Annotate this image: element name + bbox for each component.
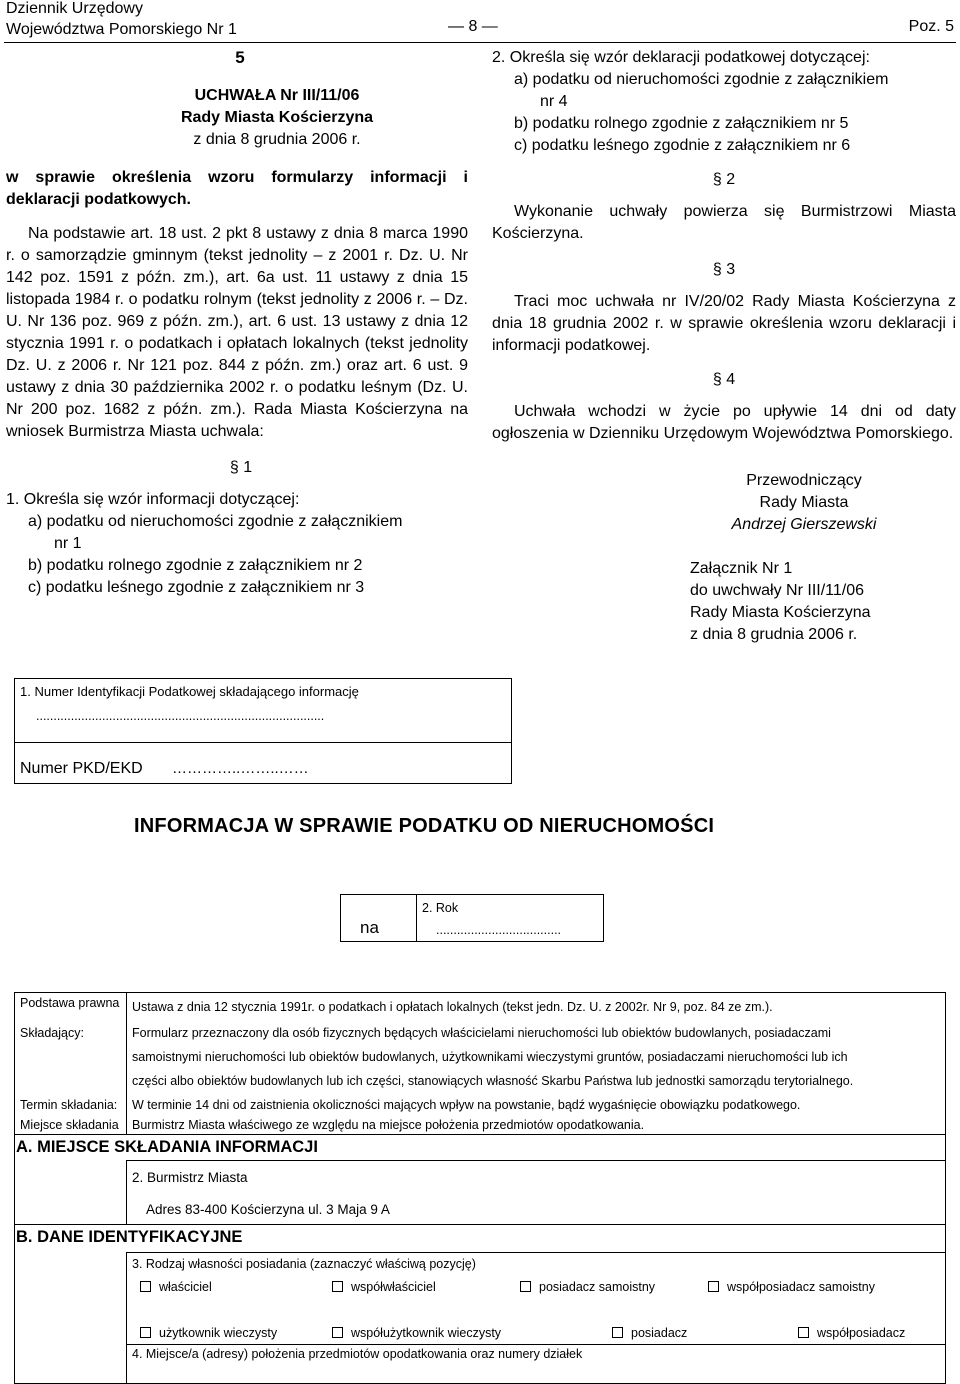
section-a-rule — [126, 1160, 946, 1161]
option-owner[interactable] — [140, 1280, 212, 1294]
attachment-line-1: Załącznik Nr 1 — [690, 560, 793, 577]
option-co-independent-holder[interactable] — [708, 1280, 875, 1294]
section-b-field-4-rule — [126, 1344, 946, 1345]
nip-input[interactable]: ................................................................................... — [36, 709, 325, 723]
checkbox-icon[interactable] — [140, 1327, 151, 1338]
row-label-deadline: Termin składania: — [20, 1098, 118, 1112]
section-b-field-3: 3. Rodzaj własności posiadania (zaznaczyć właściwą pozycję) — [132, 1257, 476, 1271]
checkbox-icon[interactable] — [708, 1281, 719, 1292]
section-b-heading: B. DANE IDENTYFIKACYJNE — [16, 1228, 243, 1246]
resolution-number: 5 — [235, 48, 245, 67]
resolution-subject: w sprawie określenia wzoru formularzy informacji i deklaracji podatkowych. — [6, 169, 468, 208]
section-b-field-4: 4. Miejsce/a (adresy) położenia przedmiotów opodatkowania oraz numery działek — [132, 1347, 583, 1361]
section-b-rule — [126, 1252, 946, 1253]
checkbox-icon[interactable] — [140, 1281, 151, 1292]
section-4-text: Uchwała wchodzi w życie po upływie 14 dni od daty ogłoszenia w Dzienniku Urzędowym Województwa Pomorskiego. — [492, 403, 956, 442]
option-co-owner[interactable] — [332, 1280, 436, 1294]
page-number: — 8 — — [448, 18, 498, 35]
nip-label: 1. Numer Identyfikacji Podatkowej składającego informację — [20, 684, 359, 699]
row-text-submitter-2: samoistnymi nieruchomości lub obiektów budowlanych, użytkownikami wieczystymi gruntów, posiadaczami nieruchomości lub ich — [132, 1050, 848, 1064]
section-1-point-2-a-cont: nr 4 — [540, 93, 568, 110]
resolution-preamble: Na podstawie art. 18 ust. 2 pkt 8 ustawy z dnia 8 marca 1990 r. o samorządzie gminnym (tekst jednolity – z 2001 r. Dz. U. Nr 142 poz. 1591 z późn. zm.), art. 6a ust. 11 ustawy z dnia 15 listopada 1984 r. o podatku rolnym (tekst jednolity z 2006 r. – Dz. U. Nr 136 poz. 969 z późn. zm.), art. 6 ust. 13 ustawy z dnia 12 stycznia 1991 r. o podatkach i opłatach lokalnych (tekst jednolity Dz. U. z 2006 r. Nr 121 poz. 844 z późn. zm.) oraz art. 6 ust. 9 ustawy z dnia 30 października 2002 r. o podatku leśnym (Dz. U. Nr 200 poz. 1682 z późn. zm.). Rada Miasta Kościerzyna na wniosek Burmistrza Miasta uchwala: — [6, 225, 468, 440]
resolution-date: z dnia 8 grudnia 2006 r. — [193, 131, 361, 148]
resolution-title-1: UCHWAŁA Nr III/11/06 — [194, 87, 360, 104]
journal-title — [6, 0, 237, 40]
left-column — [6, 47, 468, 599]
option-co-perpetual-user[interactable] — [332, 1326, 501, 1340]
row-label-place: Miejsce składania — [20, 1118, 119, 1132]
checkbox-icon[interactable] — [332, 1327, 343, 1338]
section-a-address: Adres 83-400 Kościerzyna ul. 3 Maja 9 A — [146, 1202, 390, 1217]
attachment-line-4: z dnia 8 grudnia 2006 r. — [690, 626, 858, 643]
section-a-heading: A. MIEJSCE SKŁADANIA INFORMACJI — [16, 1138, 318, 1156]
section-b-top-rule — [14, 1224, 946, 1225]
row-text-submitter-1: Formularz przeznaczony dla osób fizycznych będących właścicielami nieruchomości lub obiektów budowlanych, posiadaczami — [132, 1026, 831, 1040]
year-input[interactable]: .................................... — [436, 923, 562, 937]
attachment-line-3: Rady Miasta Kościerzyna — [690, 604, 871, 621]
option-co-holder[interactable] — [798, 1326, 905, 1340]
section-1-item-b: b) podatku rolnego zgodnie z załącznikiem nr 2 — [28, 557, 363, 574]
option-co-holder-label: współposiadacz — [817, 1326, 906, 1340]
section-a-left-rule — [126, 1160, 127, 1224]
year-prefix: na — [360, 918, 379, 937]
journal-line-2: Województwa Pomorskiego Nr 1 — [6, 21, 237, 38]
attachment-line-2: do uwchwały Nr III/11/06 — [690, 582, 865, 599]
row-text-submitter-3: części albo obiektów budowlanych lub ich części, stanowiących własność Skarbu Państwa lub jednostki samorządu terytorialnego. — [132, 1074, 854, 1088]
checkbox-icon[interactable] — [332, 1281, 343, 1292]
row-label-submitter: Składający: — [20, 1026, 84, 1040]
option-holder-label: posiadacz — [631, 1326, 688, 1340]
option-perpetual-user[interactable] — [140, 1326, 277, 1340]
checkbox-icon[interactable] — [612, 1327, 623, 1338]
section-1-point-2-c: c) podatku leśnego zgodnie z załącznikiem nr 6 — [514, 137, 851, 154]
row-text-legal-basis: Ustawa z dnia 12 stycznia 1991r. o podatkach i opłatach lokalnych (tekst jedn. Dz. U. z 2002r. Nr 9, poz. 84 ze zm.). — [132, 1000, 773, 1014]
section-1-intro: 1. Określa się wzór informacji dotyczącej: — [6, 491, 300, 508]
section-1-item-c: c) podatku leśnego zgodnie z załącznikiem nr 3 — [28, 579, 365, 596]
option-independent-holder-label: posiadacz samoistny — [539, 1280, 656, 1294]
option-holder[interactable] — [612, 1326, 687, 1340]
signature-role: Przewodniczący — [746, 472, 862, 489]
checkbox-icon[interactable] — [798, 1327, 809, 1338]
option-co-owner-label: współwłaściciel — [351, 1280, 436, 1294]
option-owner-label: właściciel — [159, 1280, 212, 1294]
form-grid-col-divider — [126, 992, 127, 1134]
nip-divider — [14, 742, 512, 743]
section-b-left-rule — [126, 1252, 127, 1384]
position-number: Poz. 5 — [908, 18, 954, 35]
section-4-heading: § 4 — [712, 371, 736, 388]
checkbox-icon[interactable] — [520, 1281, 531, 1292]
section-1-heading: § 1 — [229, 459, 253, 476]
option-independent-holder[interactable] — [520, 1280, 655, 1294]
right-column — [492, 47, 956, 445]
section-1-item-a: a) podatku od nieruchomości zgodnie z załącznikiem — [28, 513, 403, 530]
row-text-deadline: W terminie 14 dni od zaistnienia okoliczności mających wpływ na powstanie, bądź wygaśnięcie obowiązku podatkowego. — [132, 1098, 801, 1112]
row-text-place: Burmistrz Miasta właściwego ze względu na miejsce położenia przedmiotów opodatkowania. — [132, 1118, 645, 1132]
section-1-point-2: 2. Określa się wzór deklaracji podatkowej dotyczącej: — [492, 49, 870, 66]
header-rule — [4, 42, 956, 43]
section-3-heading: § 3 — [712, 261, 736, 278]
section-3-text: Traci moc uchwała nr IV/20/02 Rady Miasta Kościerzyna z dnia 18 grudnia 2002 r. w sprawie określenia wzoru deklaracji i informacji podatkowej. — [492, 293, 956, 354]
signature-block — [712, 470, 896, 536]
year-label: 2. Rok — [422, 901, 459, 915]
section-2-text: Wykonanie uchwały powierza się Burmistrzowi Miasta Kościerzyna. — [492, 203, 956, 242]
option-perpetual-user-label: użytkownik wieczysty — [159, 1326, 278, 1340]
section-1-point-2-b: b) podatku rolnego zgodnie z załącznikiem nr 5 — [514, 115, 849, 132]
section-1-point-2-a: a) podatku od nieruchomości zgodnie z załącznikiem — [514, 71, 889, 88]
attachment-note — [690, 558, 871, 646]
option-co-perpetual-user-label: współużytkownik wieczysty — [351, 1326, 502, 1340]
section-a-field-2: 2. Burmistrz Miasta — [132, 1170, 248, 1185]
row-label-legal-basis: Podstawa prawna — [20, 996, 120, 1010]
journal-line-1: Dziennik Urzędowy — [6, 0, 143, 17]
signature-body: Rady Miasta — [759, 494, 849, 511]
section-1-item-a-cont: nr 1 — [54, 535, 82, 552]
form-grid-hrule-a — [14, 1134, 946, 1135]
option-co-independent-holder-label: współposiadacz samoistny — [727, 1280, 875, 1294]
section-2-heading: § 2 — [712, 171, 736, 188]
resolution-title-2: Rady Miasta Kościerzyna — [180, 109, 374, 126]
pkd-label: Numer PKD/EKD — [20, 760, 143, 777]
pkd-input[interactable]: …………..……..…… — [172, 760, 309, 777]
signature-name: Andrzej Gierszewski — [731, 516, 877, 533]
form-title: INFORMACJA W SPRAWIE PODATKU OD NIERUCHOMOŚCI — [134, 815, 715, 837]
